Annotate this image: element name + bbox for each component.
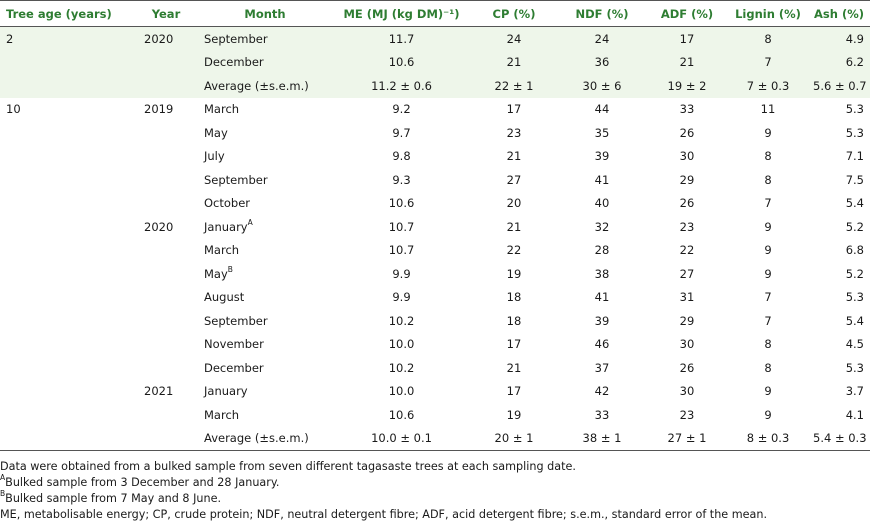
cell-month [196,333,334,357]
header-ash: Ash (%) [807,1,870,27]
footnote-text: Bulked sample from 3 December and 28 January. [5,476,280,489]
cell-tree-age [0,192,136,216]
cell-month [196,286,334,310]
header-lignin: Lignin (%) [729,1,807,27]
cell-adf: 23 [679,407,695,422]
month-label: September [204,313,268,328]
cell-cp: 20 ± 1 [469,427,559,451]
cell-ash: 5.3 [845,290,864,305]
cell-year [136,192,196,216]
table-row [0,145,870,169]
table-row [0,380,870,404]
cell-cp: 21 [469,51,559,75]
cell-ash: 5.4 ± 0.3 [807,427,870,451]
cell-cp: 17 [506,102,522,117]
table-row [0,74,870,98]
cell-tree-age [0,74,136,98]
month-label: October [204,196,251,211]
cell-year [136,51,196,75]
table-row [0,427,870,451]
header-ndf: NDF (%) [559,1,645,27]
cell-ndf: 28 [594,243,610,258]
cell-adf: 26 [679,360,695,375]
month-label: September [204,31,268,46]
cell-cp: 23 [506,125,522,140]
cell-tree-age [0,145,136,169]
cell-ndf: 42 [594,384,610,399]
cell-tree-age [0,51,136,75]
cell-month [196,74,334,98]
cell-me: 10.7 [388,243,415,258]
cell-tree-age [0,380,136,404]
cell-ndf: 37 [594,360,610,375]
cell-month [196,239,334,263]
table-row [0,27,870,51]
cell-ndf: 41 [594,290,610,305]
cell-cp: 19 [506,266,522,281]
cell-cp: 18 [506,290,522,305]
cell-ash: 5.4 [845,313,864,328]
cell-adf: 23 [679,219,695,234]
cell-year: 2020 [136,27,196,51]
month-label: July [204,149,225,164]
cell-year: 2019 [144,102,174,117]
table-row [0,168,870,192]
cell-tree-age: 2 [0,27,136,51]
cell-month [196,51,334,75]
footnote-marker: B [0,489,6,499]
cell-adf: 26 [679,196,695,211]
header-row [0,1,870,27]
month-label: September [204,172,268,187]
cell-lignin: 11 [760,102,776,117]
cell-lignin: 9 [764,125,772,140]
footnote-text: ME, metabolisable energy; CP, crude protein; NDF, neutral detergent fibre; ADF, acid detergent fibre; s.e.m., standard error of the mean. [0,508,768,521]
table-row [0,98,870,122]
footnote-text: Bulked sample from 7 May and 8 June. [5,492,222,505]
cell-month [196,356,334,380]
cell-ndf: 36 [559,51,645,75]
cell-me: 9.2 [392,102,411,117]
cell-tree-age [0,333,136,357]
cell-cp: 24 [469,27,559,51]
cell-lignin: 7 [764,290,772,305]
cell-cp: 22 [506,243,522,258]
cell-ndf: 46 [594,337,610,352]
cell-me: 9.9 [392,290,411,305]
cell-year [136,333,196,357]
cell-ash: 5.3 [845,125,864,140]
cell-lignin: 8 [729,27,807,51]
cell-me: 10.6 [388,196,415,211]
cell-cp: 21 [506,360,522,375]
cell-adf: 19 ± 2 [645,74,729,98]
cell-year [136,145,196,169]
header-year: Year [136,1,196,27]
cell-ndf: 38 ± 1 [559,427,645,451]
cell-tree-age [0,427,136,451]
cell-me: 9.9 [392,266,411,281]
cell-adf: 29 [679,172,695,187]
cell-adf: 21 [645,51,729,75]
cell-tree-age [0,121,136,145]
month-label: March [204,407,240,422]
footnote [0,475,870,491]
cell-month [196,380,334,404]
footnote-text: Data were obtained from a bulked sample from seven different tagasaste trees at each sampling date. [0,460,576,473]
month-label: January [204,219,248,234]
cell-lignin: 9 [764,407,772,422]
cell-adf: 29 [679,313,695,328]
cell-tree-age [0,168,136,192]
cell-me: 11.2 ± 0.6 [334,74,469,98]
month-label: August [204,290,245,305]
cell-ash: 7.1 [845,149,864,164]
cell-ndf: 40 [594,196,610,211]
cell-ash: 4.9 [807,27,870,51]
cell-ndf: 30 ± 6 [559,74,645,98]
cell-tree-age [0,356,136,380]
cell-me: 9.7 [392,125,411,140]
header-cp: CP (%) [469,1,559,27]
cell-adf: 26 [679,125,695,140]
cell-cp: 17 [506,337,522,352]
cell-year: 2020 [144,219,174,234]
cell-ndf: 38 [594,266,610,281]
cell-cp: 21 [506,219,522,234]
cell-cp: 20 [506,196,522,211]
cell-tree-age [0,309,136,333]
table-row [0,403,870,427]
cell-me: 10.0 [388,384,415,399]
cell-month [196,192,334,216]
cell-ndf: 44 [594,102,610,117]
cell-year [136,262,196,286]
cell-lignin: 9 [764,266,772,281]
cell-cp: 19 [506,407,522,422]
cell-tree-age: 10 [6,102,21,117]
cell-tree-age [0,262,136,286]
cell-me: 10.6 [388,407,415,422]
cell-tree-age [0,239,136,263]
cell-adf: 27 ± 1 [645,427,729,451]
cell-month [196,168,334,192]
cell-me: 10.6 [334,51,469,75]
cell-year [136,403,196,427]
footnote-marker: A [0,473,6,483]
month-label: January [204,384,248,399]
cell-tree-age [0,215,136,239]
cell-month [196,262,334,286]
month-label: December [204,55,264,70]
cell-me: 10.7 [388,219,415,234]
table-row [0,121,870,145]
cell-lignin: 8 [764,360,772,375]
cell-year [136,356,196,380]
cell-lignin: 9 [764,219,772,234]
cell-year [136,286,196,310]
table-row [0,333,870,357]
cell-adf: 27 [679,266,695,281]
cell-year [136,168,196,192]
cell-ndf: 39 [594,149,610,164]
cell-year [136,239,196,263]
cell-adf: 30 [679,337,695,352]
cell-lignin: 7 [764,313,772,328]
footnote-marker: A [247,217,253,227]
cell-month [196,121,334,145]
cell-year [136,309,196,333]
header-adf: ADF (%) [645,1,729,27]
month-label: May [204,125,228,140]
cell-year [136,121,196,145]
table-body [0,27,870,451]
cell-adf: 31 [679,290,695,305]
cell-cp: 21 [506,149,522,164]
cell-me: 9.8 [392,149,411,164]
cell-ash: 5.3 [845,360,864,375]
table-row [0,215,870,239]
cell-me: 9.3 [392,172,411,187]
cell-ndf: 35 [594,125,610,140]
cell-year [136,427,196,451]
cell-cp: 27 [506,172,522,187]
cell-me: 11.7 [334,27,469,51]
cell-ash: 4.1 [845,407,864,422]
cell-month [196,427,334,451]
cell-year [136,74,196,98]
table-row [0,262,870,286]
month-label: Average (±s.e.m.) [204,431,309,446]
footnote [0,459,870,475]
cell-month [196,98,334,122]
cell-lignin: 7 [729,51,807,75]
cell-ash: 5.2 [845,266,864,281]
cell-ndf: 32 [594,219,610,234]
cell-lignin: 8 ± 0.3 [729,427,807,451]
cell-me: 10.2 [388,360,415,375]
table-row [0,192,870,216]
cell-lignin: 7 ± 0.3 [729,74,807,98]
cell-cp: 17 [506,384,522,399]
month-label: March [204,102,240,117]
month-label: November [204,337,264,352]
table-row [0,356,870,380]
month-label: May [204,266,228,281]
cell-lignin: 9 [764,243,772,258]
cell-lignin: 9 [764,384,772,399]
cell-adf: 30 [679,384,695,399]
cell-year: 2021 [144,384,174,399]
table-row [0,309,870,333]
cell-ash: 7.5 [845,172,864,187]
cell-ash: 5.3 [845,102,864,117]
cell-lignin: 8 [764,149,772,164]
footnote [0,491,870,507]
cell-ndf: 24 [559,27,645,51]
month-label: March [204,243,240,258]
cell-lignin: 7 [764,196,772,211]
cell-ash: 5.4 [845,196,864,211]
table-footnotes [0,451,870,523]
cell-cp: 22 ± 1 [469,74,559,98]
cell-me: 10.0 ± 0.1 [334,427,469,451]
cell-ash: 5.6 ± 0.7 [807,74,870,98]
table-row [0,286,870,310]
cell-ndf: 41 [594,172,610,187]
table-row [0,51,870,75]
cell-ash: 6.8 [845,243,864,258]
cell-month [196,403,334,427]
cell-me: 10.0 [388,337,415,352]
cell-lignin: 8 [764,337,772,352]
cell-cp: 18 [506,313,522,328]
cell-month [196,145,334,169]
cell-ash: 6.2 [807,51,870,75]
cell-tree-age [0,403,136,427]
cell-tree-age [0,286,136,310]
cell-month [196,309,334,333]
cell-me: 10.2 [388,313,415,328]
cell-lignin: 8 [764,172,772,187]
header-me: ME (MJ (kg DM)⁻¹) [334,1,469,27]
month-label: December [204,360,264,375]
cell-adf: 33 [679,102,695,117]
table-row [0,239,870,263]
cell-month [196,215,334,239]
header-tree-age: Tree age (years) [0,1,136,27]
cell-adf: 22 [679,243,695,258]
cell-month [196,27,334,51]
header-month: Month [196,1,334,27]
footnote-marker: B [227,264,233,274]
cell-ash: 3.7 [845,384,864,399]
cell-ash: 5.2 [845,219,864,234]
cell-ndf: 33 [594,407,610,422]
cell-adf: 17 [645,27,729,51]
month-label: Average (±s.e.m.) [204,78,309,93]
cell-adf: 30 [679,149,695,164]
cell-ndf: 39 [594,313,610,328]
cell-ash: 4.5 [845,337,864,352]
